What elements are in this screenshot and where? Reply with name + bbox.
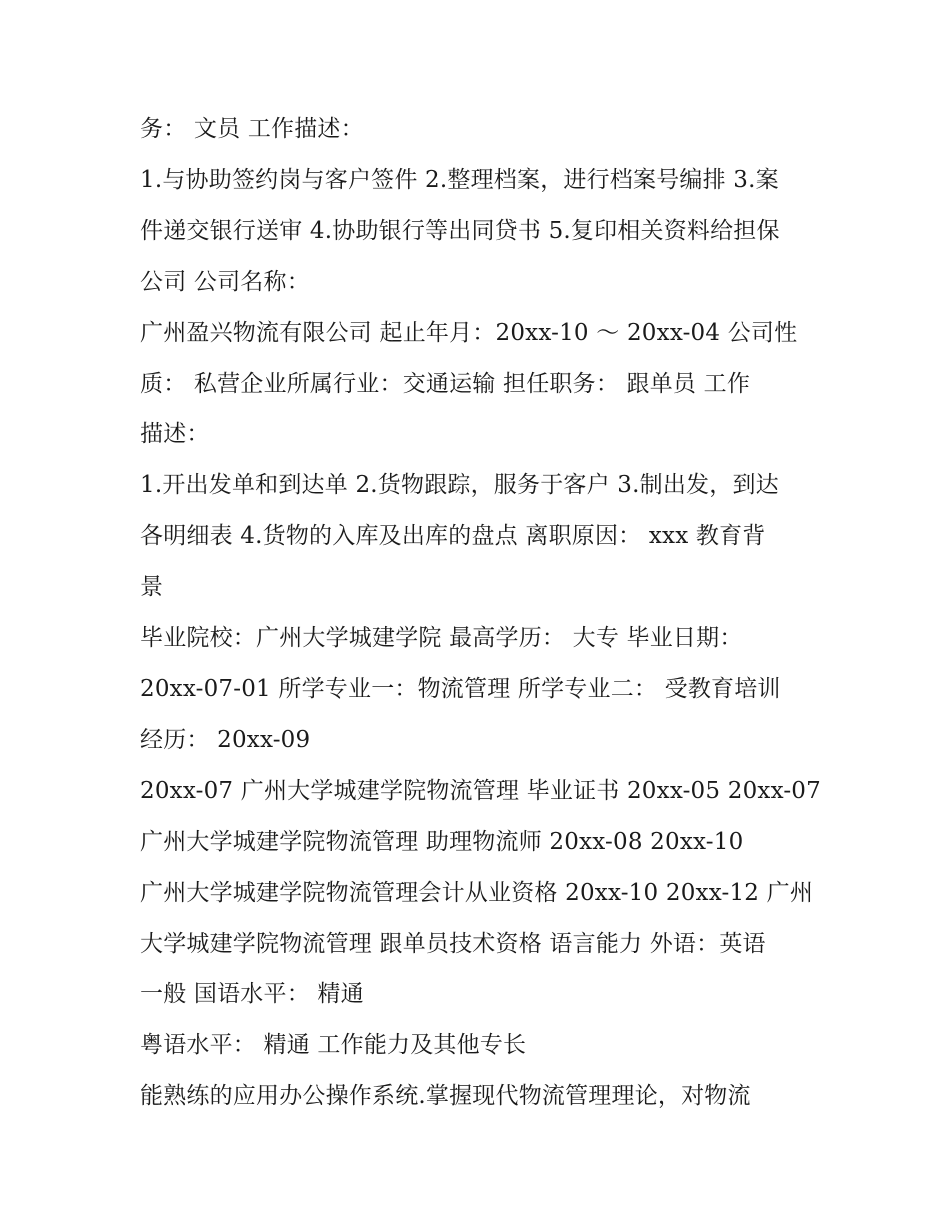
text-line-20: 能熟练的应用办公操作系统.掌握现代物流管理理论，对物流 — [140, 1083, 751, 1110]
text-line-2: 1.与协助签约岗与客户签件 2.整理档案，进行档案号编排 3.案 — [140, 166, 779, 193]
text-line-12: 20xx-07-01 所学专业一：物流管理 所学专业二： 受教育培训 — [140, 675, 781, 702]
document-body — [140, 104, 820, 1122]
text-line-15: 广州大学城建学院物流管理 助理物流师 20xx-08 20xx-10 — [140, 828, 744, 855]
text-line-18: 一般 国语水平： 精通 — [140, 981, 364, 1008]
text-line-4: 公司 公司名称： — [140, 268, 310, 295]
text-line-13: 经历： 20xx-09 — [140, 726, 311, 753]
text-line-14: 20xx-07 广州大学城建学院物流管理 毕业证书 20xx-05 20xx-07 — [140, 777, 821, 804]
text-line-5: 广州盈兴物流有限公司 起止年月：20xx-10 ～ 20xx-04 公司性 — [140, 319, 798, 346]
text-line-7: 描述： — [140, 421, 210, 448]
text-line-10: 景 — [140, 574, 164, 601]
text-line-19: 粤语水平： 精通 工作能力及其他专长 — [140, 1032, 527, 1059]
text-line-17: 大学城建学院物流管理 跟单员技术资格 语言能力 外语：英语 — [140, 930, 766, 957]
text-line-1: 务： 文员 工作描述： — [140, 116, 364, 142]
text-line-6: 质： 私营企业所属行业：交通运输 担任职务： 跟单员 工作 — [140, 370, 751, 397]
text-line-16: 广州大学城建学院物流管理会计从业资格 20xx-10 20xx-12 广州 — [140, 879, 814, 906]
text-line-9: 各明细表 4.货物的入库及出库的盘点 离职原因： xxx 教育背 — [140, 523, 766, 550]
text-line-3: 件递交银行送审 4.协助银行等出同贷书 5.复印相关资料给担保 — [140, 217, 780, 244]
text-line-8: 1.开出发单和到达单 2.货物跟踪，服务于客户 3.制出发，到达 — [140, 472, 779, 499]
text-line-11: 毕业院校：广州大学城建学院 最高学历： 大专 毕业日期： — [140, 625, 743, 652]
